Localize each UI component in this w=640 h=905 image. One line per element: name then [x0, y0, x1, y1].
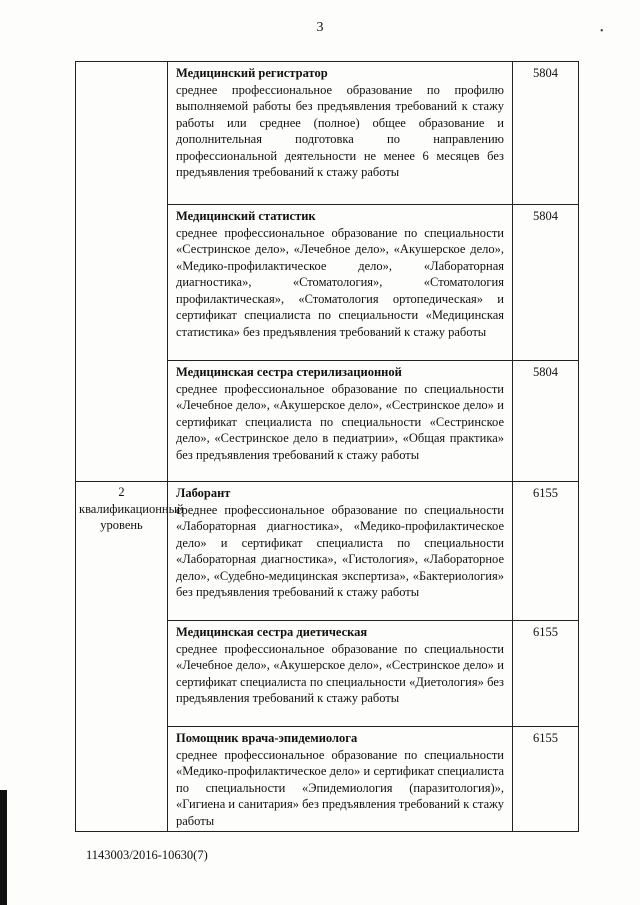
corner-mark: •	[600, 26, 604, 37]
position-requirements: среднее профессиональное образование по специальности «Лечебное дело», «Акушерское дело», «Сестринское дело» и сертификат специалиста по специальности «Диетология» без предъявления требований к стажу работы	[176, 641, 504, 705]
position-title: Лаборант	[176, 486, 231, 500]
position-cell	[168, 62, 513, 205]
document-code: 1143003/2016-10630(7)	[86, 848, 208, 862]
salary-cell: 5804	[513, 361, 579, 482]
position-requirements: среднее профессиональное образование по профилю выполняемой работы без предъявления требований к стажу работы или среднее (полное) общее образование и дополнительная подготовка по направлению профессиональной деятельности не менее 6 месяцев без предъявления требований к стажу работы	[176, 82, 504, 179]
position-requirements: среднее профессиональное образование по специальности «Лабораторная диагностика», «Медико-профилактическое дело» и сертификат специалиста по специальности «Лабораторная диагностика», «Гистология», «Лабораторное дело», «Судебно-медицинская экспертиза», «Бактериология» без предъявления требований к стажу работы	[176, 502, 504, 599]
position-cell	[168, 727, 513, 832]
position-cell	[168, 205, 513, 361]
position-title: Медицинская сестра диетическая	[176, 625, 368, 639]
position-title: Медицинский регистратор	[176, 66, 328, 80]
salary-cell: 6155	[513, 727, 579, 832]
level-cell	[76, 62, 168, 482]
level-label: 2 квалификационный уровень	[79, 485, 184, 532]
position-requirements: среднее профессиональное образование по специальности «Сестринское дело», «Лечебное дело», «Акушерское дело», «Медико-профилактическое дело», «Лабораторная диагностика», «Стоматология», «Стоматология профилактическая», «Стоматология ортопедическая» и сертификат специалиста по специальности «Медицинская статистика» без предъявления требований к стажу работы	[176, 225, 504, 339]
position-cell	[168, 361, 513, 482]
table-row	[76, 62, 579, 205]
level-label	[76, 62, 167, 64]
level-cell	[76, 482, 184, 832]
page-number: 3	[316, 20, 324, 35]
position-requirements: среднее профессиональное образование по специальности «Лечебное дело», «Акушерское дело», «Сестринское дело» и сертификат специалиста по специальности «Сестринское дело», «Сестринское дело в педиатрии», «Общая практика» без предъявления требований к стажу работы	[176, 381, 504, 462]
position-cell	[168, 621, 513, 727]
position-title: Медицинский статистик	[176, 209, 316, 223]
salary-cell: 5804	[513, 62, 579, 205]
position-cell	[168, 482, 513, 621]
position-title: Медицинская сестра стерилизационной	[176, 365, 402, 379]
qualification-table	[75, 61, 579, 832]
position-requirements: среднее профессиональное образование по специальности «Медико-профилактическое дело» и сертификат специалиста по специальности «Эпидемиология (паразитология)», «Гигиена и санитария» без предъявления требований к стажу работы	[176, 747, 505, 828]
position-title: Помощник врача-эпидемиолога	[176, 731, 358, 745]
scan-edge-mark	[0, 790, 7, 905]
table-row	[76, 482, 579, 621]
salary-cell: 6155	[513, 482, 579, 621]
salary-cell: 5804	[513, 205, 579, 361]
salary-cell: 6155	[513, 621, 579, 727]
